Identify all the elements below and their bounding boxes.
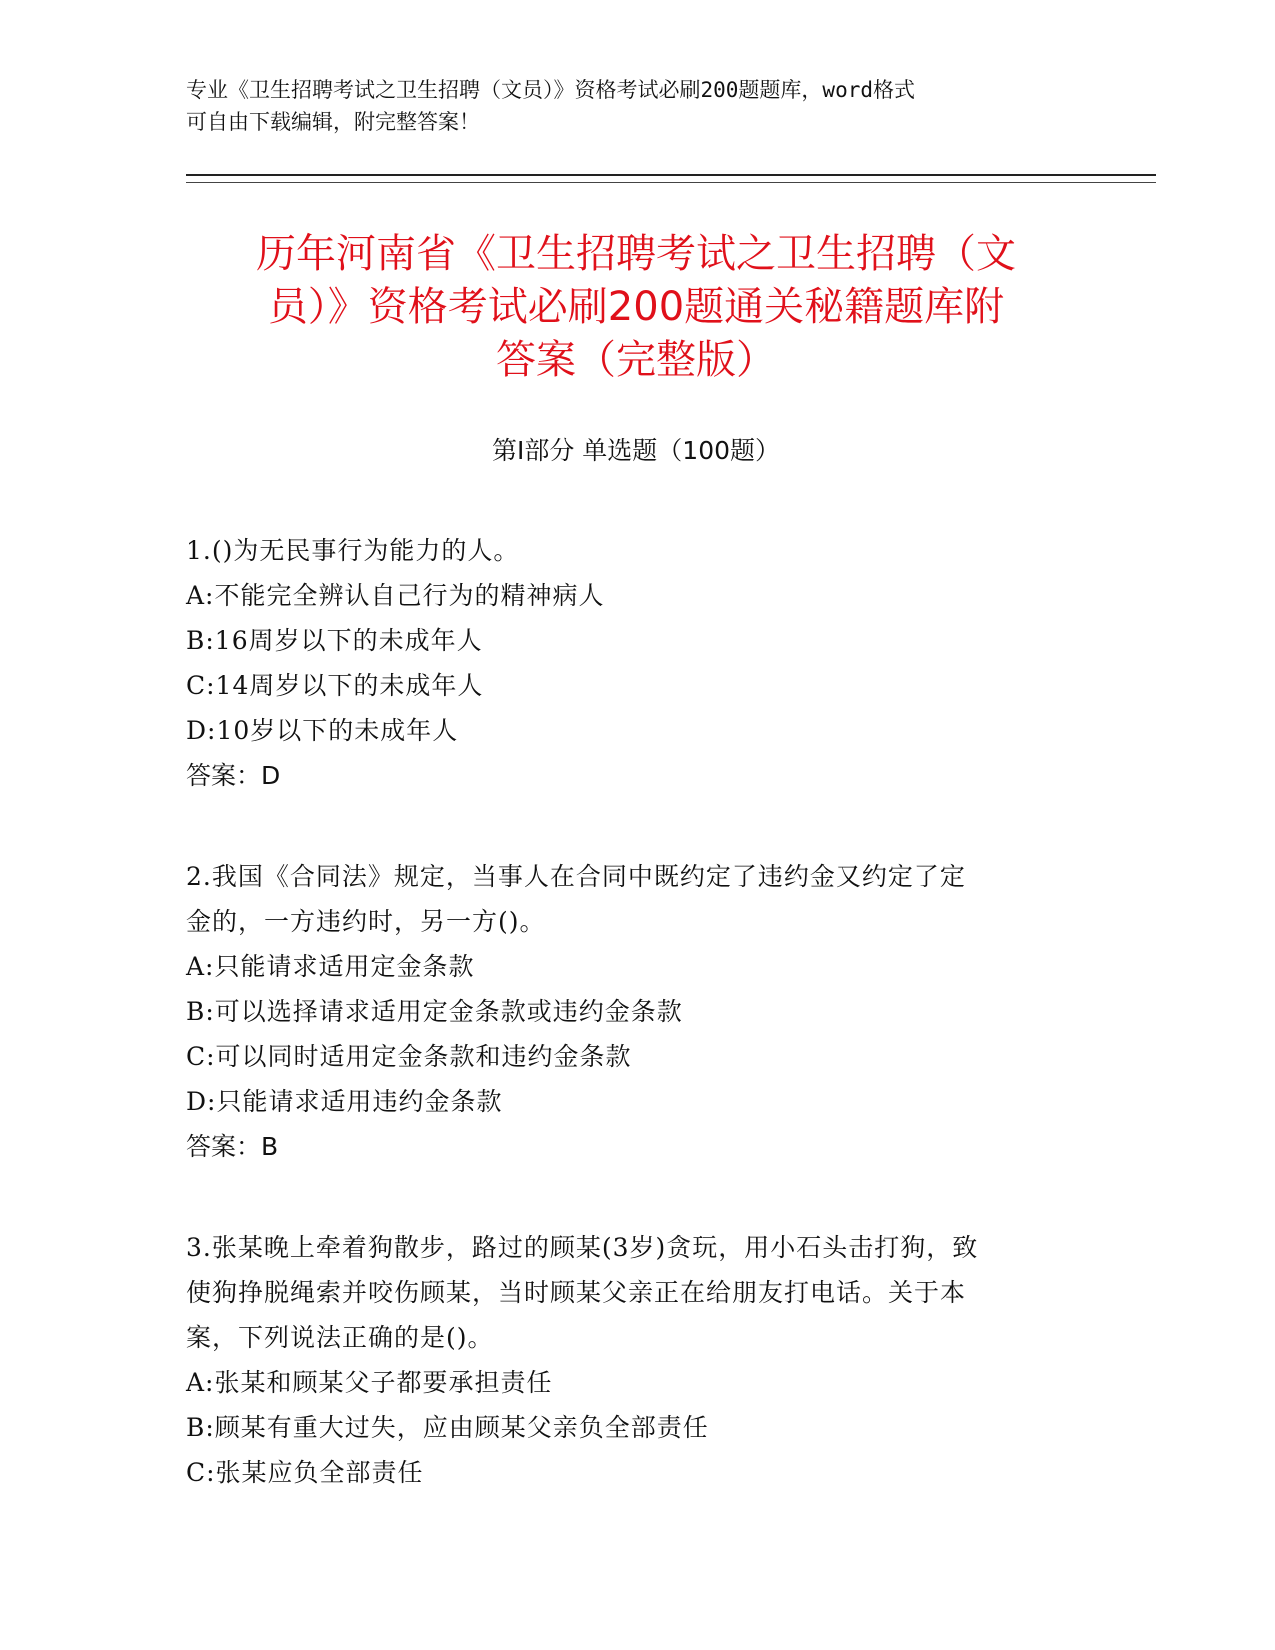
- option-a: A:不能完全辨认自己行为的精神病人: [186, 581, 605, 610]
- question-stem-line-2: 使狗挣脱绳索并咬伤顾某，当时顾某父亲正在给朋友打电话。关于本: [186, 1278, 967, 1307]
- section-heading: 第Ⅰ部分 单选题（100题）: [491, 436, 781, 465]
- option-c: C:14周岁以下的未成年人: [186, 671, 484, 700]
- question-stem-line-1: 3.张某晚上牵着狗散步，路过的顾某(3岁)贪玩，用小石头击打狗，致: [186, 1233, 979, 1262]
- title-line-1: 历年河南省《卫生招聘考试之卫生招聘（文: [256, 231, 1016, 277]
- option-d: D:10岁以下的未成年人: [186, 716, 459, 745]
- option-a: A:只能请求适用定金条款: [186, 952, 475, 981]
- option-d: D:只能请求适用违约金条款: [186, 1087, 503, 1116]
- header-divider-thin: [186, 182, 1156, 183]
- header-divider-thick: [186, 174, 1156, 176]
- document-header: [186, 74, 1066, 138]
- option-a: A:张某和顾某父子都要承担责任: [186, 1368, 553, 1397]
- question-stem-line-1: 2.我国《合同法》规定，当事人在合同中既约定了违约金又约定了定: [186, 862, 966, 891]
- header-line-2: 可自由下载编辑，附完整答案！: [186, 110, 480, 134]
- question-3: [186, 1225, 1086, 1495]
- title-line-2: 员）》资格考试必刷200题通关秘籍题库附: [267, 284, 1005, 330]
- option-b: B:可以选择请求适用定金条款或违约金条款: [186, 997, 683, 1026]
- document-title: [186, 228, 1086, 387]
- title-line-3: 答案（完整版）: [496, 337, 776, 383]
- option-b: B:16周岁以下的未成年人: [186, 626, 483, 655]
- option-c: C:可以同时适用定金条款和违约金条款: [186, 1042, 632, 1071]
- answer-line: 答案：B: [186, 1132, 279, 1161]
- question-stem: 1.()为无民事行为能力的人。: [186, 536, 520, 565]
- question-stem-line-2: 金的，一方违约时，另一方()。: [186, 907, 546, 936]
- option-c: C:张某应负全部责任: [186, 1458, 424, 1487]
- question-2: [186, 854, 1086, 1169]
- header-line-1: 专业《卫生招聘考试之卫生招聘（文员）》资格考试必刷200题题库，word格式: [186, 78, 915, 102]
- answer-line: 答案：D: [186, 761, 281, 790]
- question-stem-line-3: 案，下列说法正确的是()。: [186, 1323, 494, 1352]
- option-b: B:顾某有重大过失，应由顾某父亲负全部责任: [186, 1413, 709, 1442]
- question-1: [186, 528, 1086, 798]
- question-list: [186, 528, 1086, 1551]
